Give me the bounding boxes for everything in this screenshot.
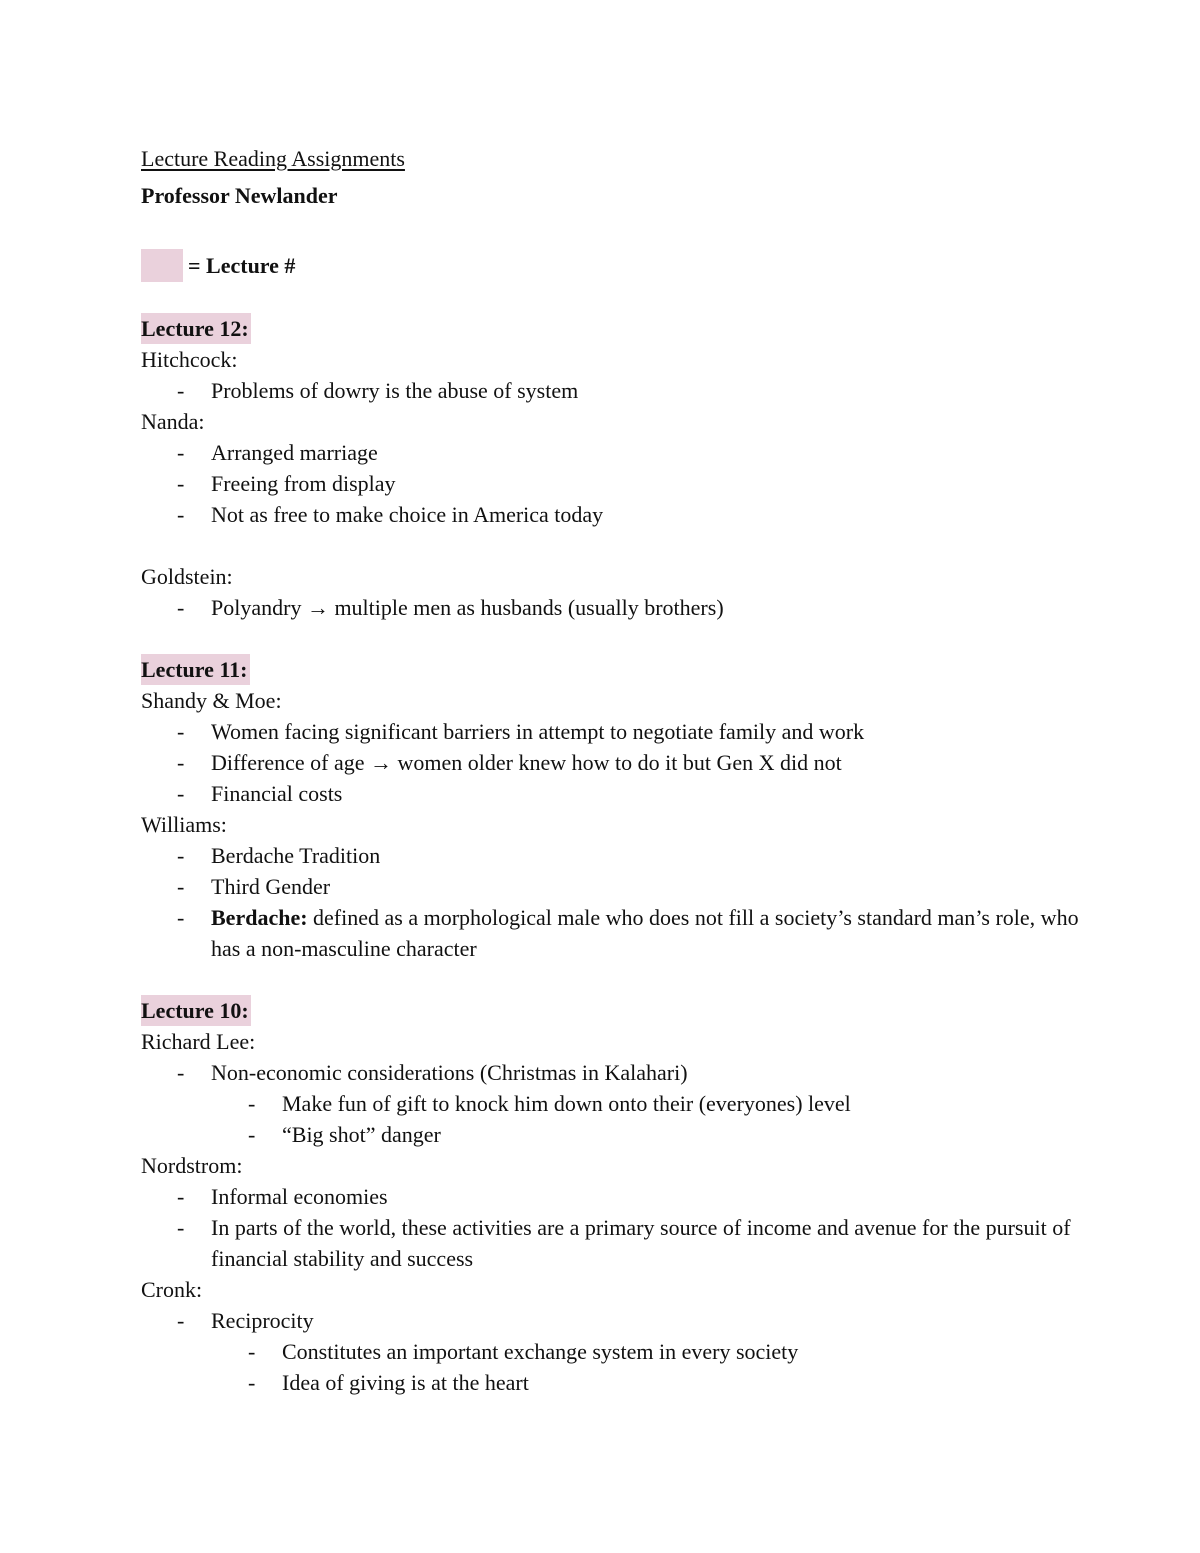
sub-bullet-list xyxy=(141,1088,1081,1150)
list-item: - Third Gender xyxy=(141,871,1081,902)
author-heading: Nordstrom: xyxy=(141,1153,243,1178)
list-item: - Arranged marriage xyxy=(141,437,1081,468)
lecture-heading: Lecture 10: xyxy=(141,995,251,1026)
spacer xyxy=(141,530,1081,561)
definition-term: Berdache: xyxy=(211,905,308,930)
lecture-11-section xyxy=(141,654,1081,964)
list-item: - Polyandry → multiple men as husbands (usually brothers) xyxy=(141,592,1081,623)
legend-label: = Lecture # xyxy=(188,252,296,278)
bullet-list xyxy=(141,592,1081,623)
author-heading: Shandy & Moe: xyxy=(141,688,282,713)
bullet-list xyxy=(141,716,1081,809)
list-item: - Informal economies xyxy=(141,1181,1081,1212)
spacer xyxy=(141,623,1081,654)
document-page xyxy=(141,140,1081,1398)
sub-list-item: - “Big shot” danger xyxy=(141,1119,1081,1150)
sub-bullet-list xyxy=(141,1336,1081,1398)
list-item: - Freeing from display xyxy=(141,468,1081,499)
sub-list-item: - Make fun of gift to knock him down onto their (everyones) level xyxy=(141,1088,1081,1119)
list-item: - Women facing significant barriers in attempt to negotiate family and work xyxy=(141,716,1081,747)
author-heading: Goldstein: xyxy=(141,564,233,589)
document-title: Lecture Reading Assignments xyxy=(141,146,405,171)
professor-name: Professor Newlander xyxy=(141,183,338,208)
author-heading: Nanda: xyxy=(141,409,205,434)
author-heading: Hitchcock: xyxy=(141,347,238,372)
lecture-12-section xyxy=(141,313,1081,623)
author-heading: Cronk: xyxy=(141,1277,203,1302)
bullet-list xyxy=(141,840,1081,964)
legend-highlight-swatch xyxy=(141,249,183,282)
author-heading: Richard Lee: xyxy=(141,1029,256,1054)
list-item: - Difference of age → women older knew how to do it but Gen X did not xyxy=(141,747,1081,778)
spacer xyxy=(141,964,1081,995)
legend xyxy=(141,248,1081,282)
list-item: - Not as free to make choice in America today xyxy=(141,499,1081,530)
spacer xyxy=(141,214,1081,248)
list-item: - Problems of dowry is the abuse of system xyxy=(141,375,1081,406)
list-item: - Reciprocity xyxy=(141,1305,1081,1336)
bullet-list xyxy=(141,1305,1081,1336)
lecture-10-section xyxy=(141,995,1081,1398)
bullet-list xyxy=(141,1057,1081,1088)
list-item: - Non-economic considerations (Christmas in Kalahari) xyxy=(141,1057,1081,1088)
lecture-heading: Lecture 12: xyxy=(141,313,251,344)
sub-list-item: - Constitutes an important exchange system in every society xyxy=(141,1336,1081,1367)
sub-list-item: - Idea of giving is at the heart xyxy=(141,1367,1081,1398)
spacer xyxy=(141,282,1081,313)
definition-item xyxy=(141,902,1081,964)
list-item: - Berdache Tradition xyxy=(141,840,1081,871)
definition-text: defined as a morphological male who does not fill a society’s standard man’s role, who has a non-masculine character xyxy=(211,905,1079,961)
list-item: - Financial costs xyxy=(141,778,1081,809)
bullet-list xyxy=(141,375,1081,406)
lecture-heading: Lecture 11: xyxy=(141,654,250,685)
author-heading: Williams: xyxy=(141,812,227,837)
bullet-list xyxy=(141,437,1081,530)
bullet-list xyxy=(141,1181,1081,1274)
list-item: - In parts of the world, these activities are a primary source of income and avenue for the pursuit of financial stability and success xyxy=(141,1212,1081,1274)
